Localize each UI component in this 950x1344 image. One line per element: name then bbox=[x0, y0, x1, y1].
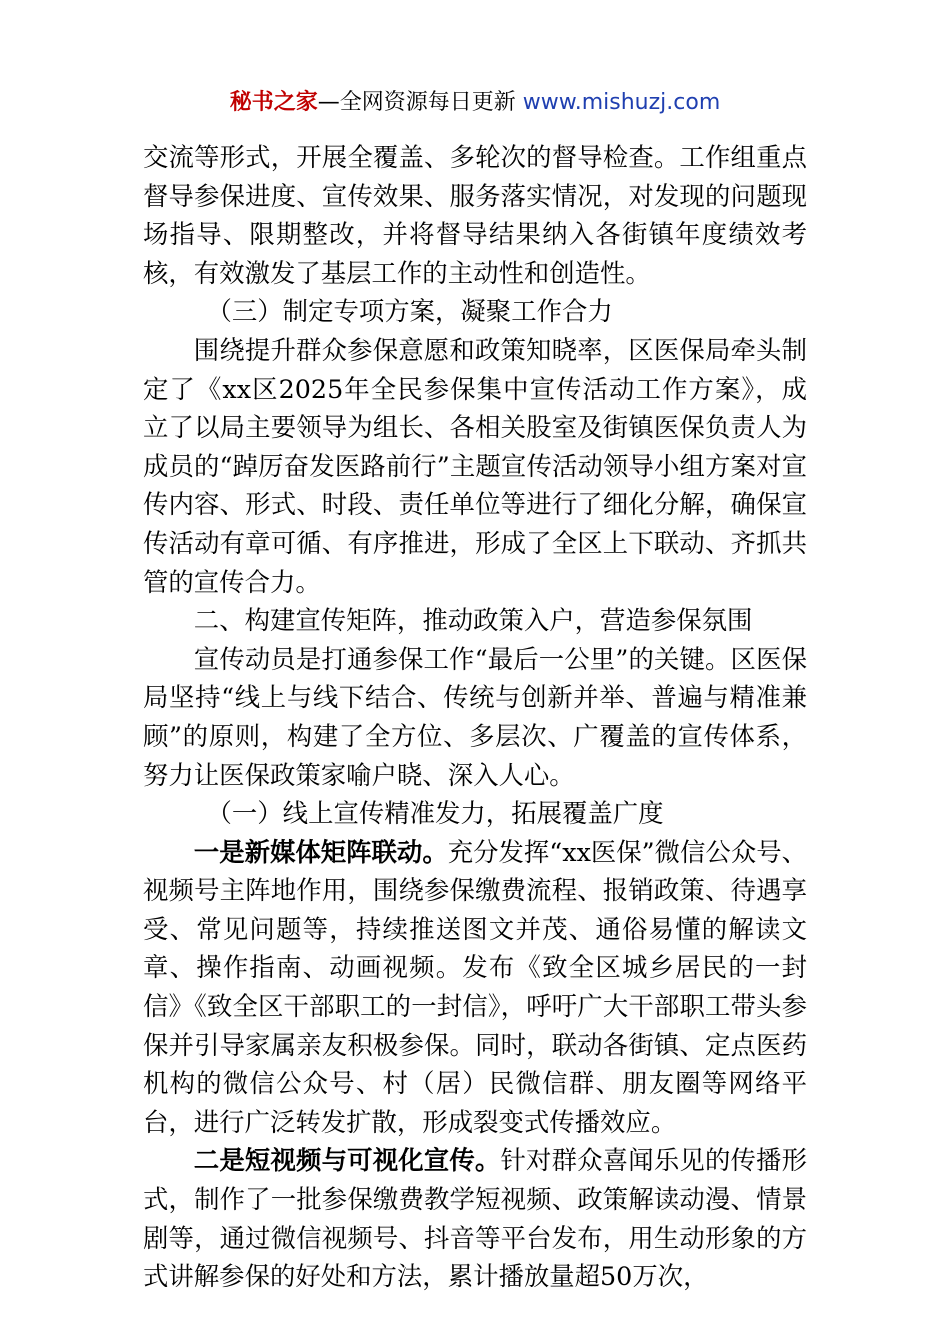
paragraph-lead: 一是新媒体矩阵联动。 bbox=[193, 836, 448, 867]
paragraph-new-media bbox=[143, 833, 807, 1142]
document-body bbox=[143, 138, 807, 1296]
paragraph-plan: 围绕提升群众参保意愿和政策知晓率，区医保局牵头制定了《xx区2025年全民参保集中宣传活动工作方案》，成立了以局主要领导为组长、各相关股室及街镇医保负责人为成员的“踔厉奋发医路前行”主题宣传活动领导小组方案对宣传内容、形式、时段、责任单位等进行了细化分解，确保宣传活动有章可循、有序推进，形成了全区上下联动、齐抓共管的宣传合力。 bbox=[143, 334, 807, 597]
paragraph-mobilization: 宣传动员是打通参保工作“最后一公里”的关键。区医保局坚持“线上与线下结合、传统与创新并举、普遍与精准兼顾”的原则，构建了全方位、多层次、广覆盖的宣传体系，努力让医保政策家喻户晓、深入人心。 bbox=[143, 643, 807, 790]
header-tagline: —全网资源每日更新 bbox=[317, 90, 523, 115]
subheading-three: （三）制定专项方案，凝聚工作合力 bbox=[206, 296, 613, 327]
paragraph-continued: 交流等形式，开展全覆盖、多轮次的督导检查。工作组重点督导参保进度、宣传效果、服务落实情况，对发现的问题现场指导、限期整改，并将督导结果纳入各街镇年度绩效考核，有效激发了基层工作的主动性和创造性。 bbox=[143, 142, 807, 288]
paragraph-body: 充分发挥“xx医保”微信公众号、视频号主阵地作用，围绕参保缴费流程、报销政策、待遇享受、常见问题等，持续推送图文并茂、通俗易懂的解读文章、操作指南、动画视频。发布《致全区城乡居民的一封信》《致全区干部职工的一封信》，呼吁广大干部职工带头参保并引导家属亲友积极参保。同时，联动各街镇、定点医药机构的微信公众号、村（居）民微信群、朋友圈等网络平台，进行广泛转发扩散，形成裂变式传播效应。 bbox=[143, 836, 807, 1137]
paragraph-short-video bbox=[143, 1141, 807, 1295]
header-url-link[interactable]: www.mishuzj.com bbox=[522, 90, 721, 115]
header-brand: 秘书之家 bbox=[229, 90, 318, 115]
section-heading-two: 二、构建宣传矩阵，推动政策入户，营造参保氛围 bbox=[193, 605, 753, 636]
paragraph-lead: 二是短视频与可视化宣传。 bbox=[193, 1145, 501, 1176]
paragraph-body: 针对群众喜闻乐见的传播形式，制作了一批参保缴费教学短视频、政策解读动漫、情景剧等，通过微信视频号、抖音等平台发布，用生动形象的方式讲解参保的好处和方法，累计播放量超50万次， bbox=[143, 1145, 808, 1292]
page-header bbox=[0, 88, 950, 118]
subheading-one: （一）线上宣传精准发力，拓展覆盖广度 bbox=[206, 798, 664, 829]
